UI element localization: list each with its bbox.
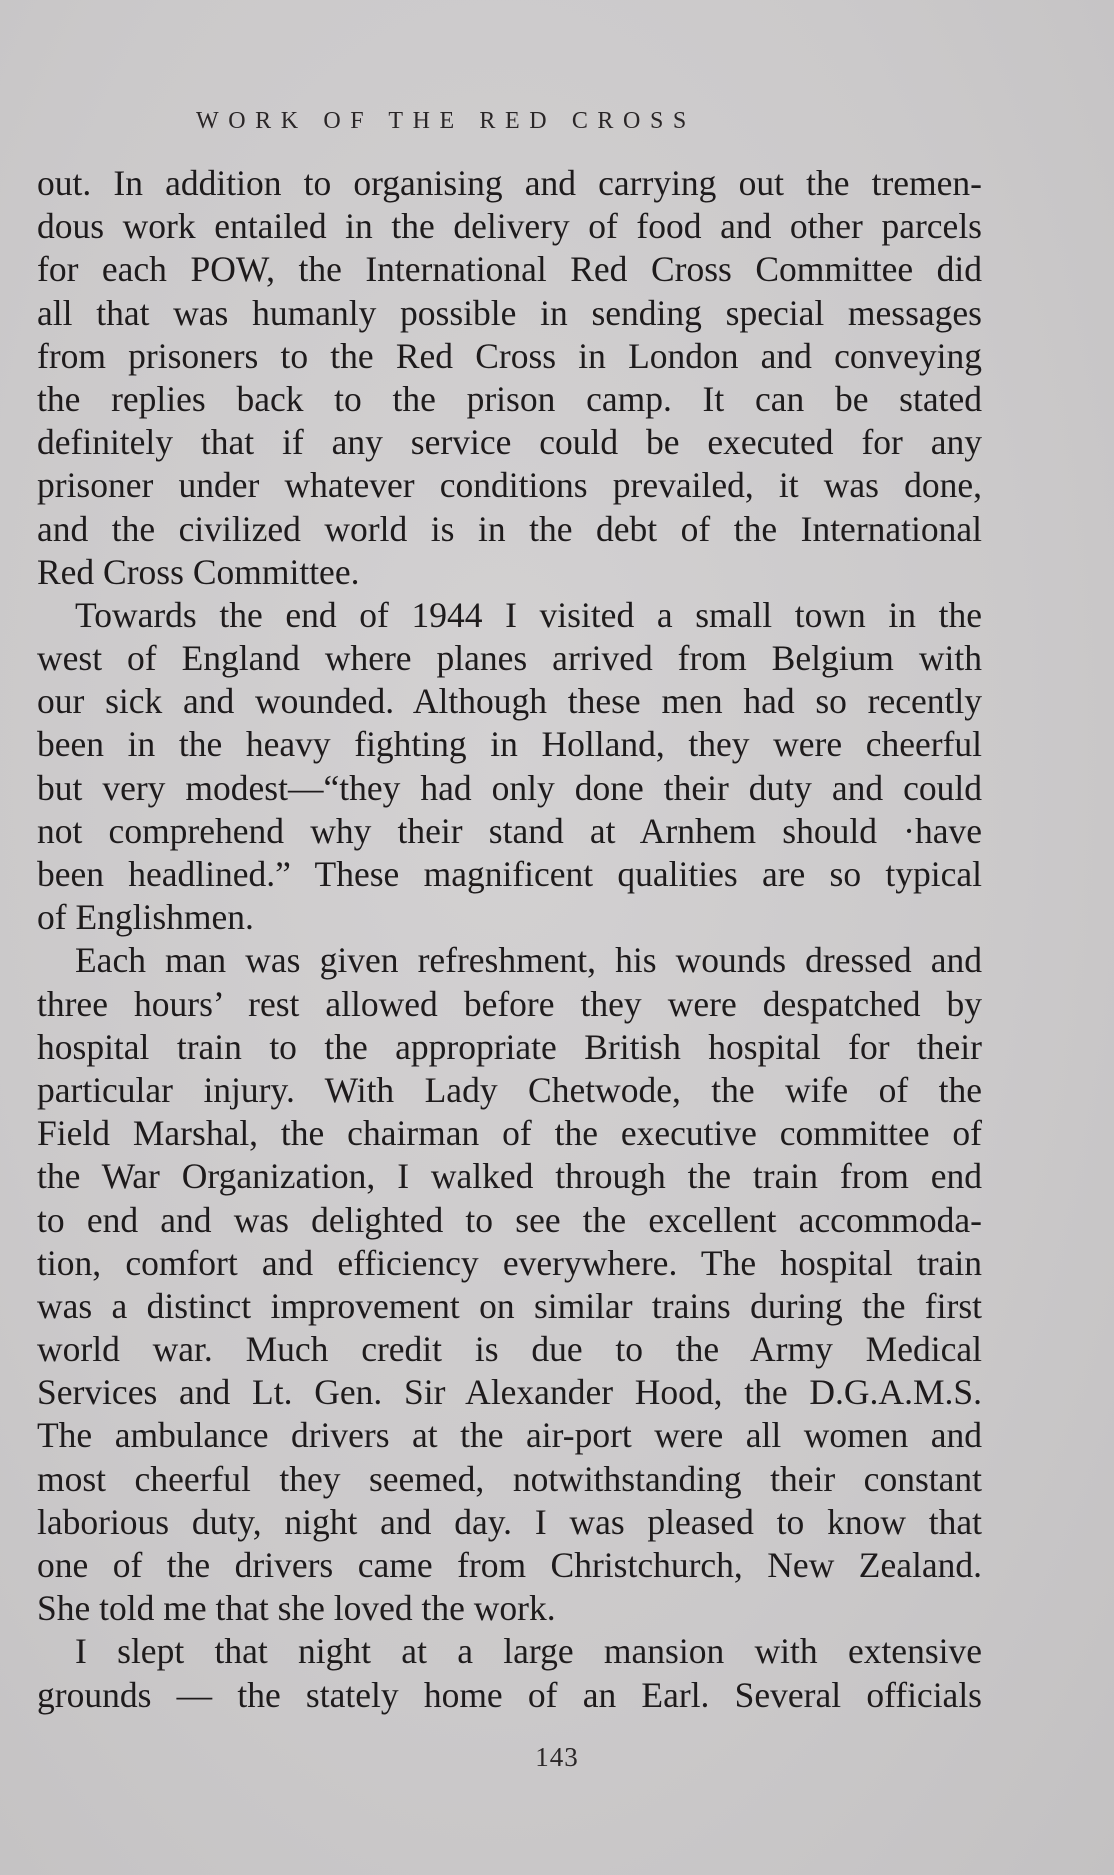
page-number: 143 xyxy=(535,1742,579,1772)
body-text xyxy=(37,162,982,1717)
text-line: Red Cross Committee. xyxy=(37,551,360,592)
text-line: tion, comfort and efficiency everywhere. The hospital train xyxy=(37,1242,982,1283)
text-line: Services and Lt. Gen. Sir Alexander Hood, the D.G.A.M.S. xyxy=(37,1372,982,1413)
text-line: prisoner under whatever conditions prevailed, it was done, xyxy=(37,465,982,506)
paragraph-4 xyxy=(37,1630,982,1716)
text-line: been in the heavy fighting in Holland, they were cheerful xyxy=(37,724,982,765)
text-line: out. In addition to organising and carrying out the tremen- xyxy=(37,163,982,203)
text-line: one of the drivers came from Christchurch, New Zealand. xyxy=(37,1545,982,1585)
text-line: been headlined.” These magnificent qualities are so typical xyxy=(37,854,982,894)
text-line: of Englishmen. xyxy=(37,897,254,938)
text-line: for each POW, the International Red Cross Committee did xyxy=(37,249,982,290)
text-line: dous work entailed in the delivery of food and other parcels xyxy=(37,206,982,247)
text-line: all that was humanly possible in sending special messages xyxy=(37,292,982,333)
text-line: not comprehend why their stand at Arnhem should ·have xyxy=(37,810,982,851)
text-line: I slept that night at a large mansion with extensive xyxy=(75,1631,982,1672)
text-line: particular injury. With Lady Chetwode, the wife of the xyxy=(37,1069,982,1110)
text-line: grounds — the stately home of an Earl. Several officials xyxy=(37,1674,982,1715)
paragraph-1 xyxy=(37,162,982,594)
text-line: but very modest—“they had only done their duty and could xyxy=(37,767,982,808)
paragraph-3 xyxy=(37,939,982,1630)
text-line: She told me that she loved the work. xyxy=(37,1588,556,1629)
text-line: The ambulance drivers at the air-port were all women and xyxy=(37,1415,982,1456)
text-line: laborious duty, night and day. I was pleased to know that xyxy=(37,1501,982,1542)
paragraph-2 xyxy=(37,594,982,940)
text-line: and the civilized world is in the debt of the International xyxy=(37,508,982,549)
text-line: Field Marshal, the chairman of the executive committee of xyxy=(37,1113,982,1154)
text-line: Towards the end of 1944 I visited a small town in the xyxy=(75,594,982,635)
text-line: most cheerful they seemed, notwithstanding their constant xyxy=(37,1458,982,1499)
text-line: from prisoners to the Red Cross in London and conveying xyxy=(37,335,982,376)
text-line: definitely that if any service could be executed for any xyxy=(37,422,982,463)
text-line: our sick and wounded. Although these men had so recently xyxy=(37,681,982,722)
text-line: Each man was given refreshment, his wounds dressed and xyxy=(75,940,982,981)
running-head: WORK OF THE RED CROSS xyxy=(196,108,696,134)
text-line: was a distinct improvement on similar trains during the first xyxy=(37,1285,982,1326)
text-line: to end and was delighted to see the excellent accommoda- xyxy=(37,1199,982,1240)
text-line: hospital train to the appropriate British hospital for their xyxy=(37,1026,982,1067)
text-line: west of England where planes arrived from Belgium with xyxy=(37,638,982,679)
text-line: the replies back to the prison camp. It can be stated xyxy=(37,378,982,419)
text-line: the War Organization, I walked through the train from end xyxy=(37,1156,982,1197)
text-line: three hours’ rest allowed before they were despatched by xyxy=(37,983,982,1024)
text-line: world war. Much credit is due to the Army Medical xyxy=(37,1329,982,1370)
